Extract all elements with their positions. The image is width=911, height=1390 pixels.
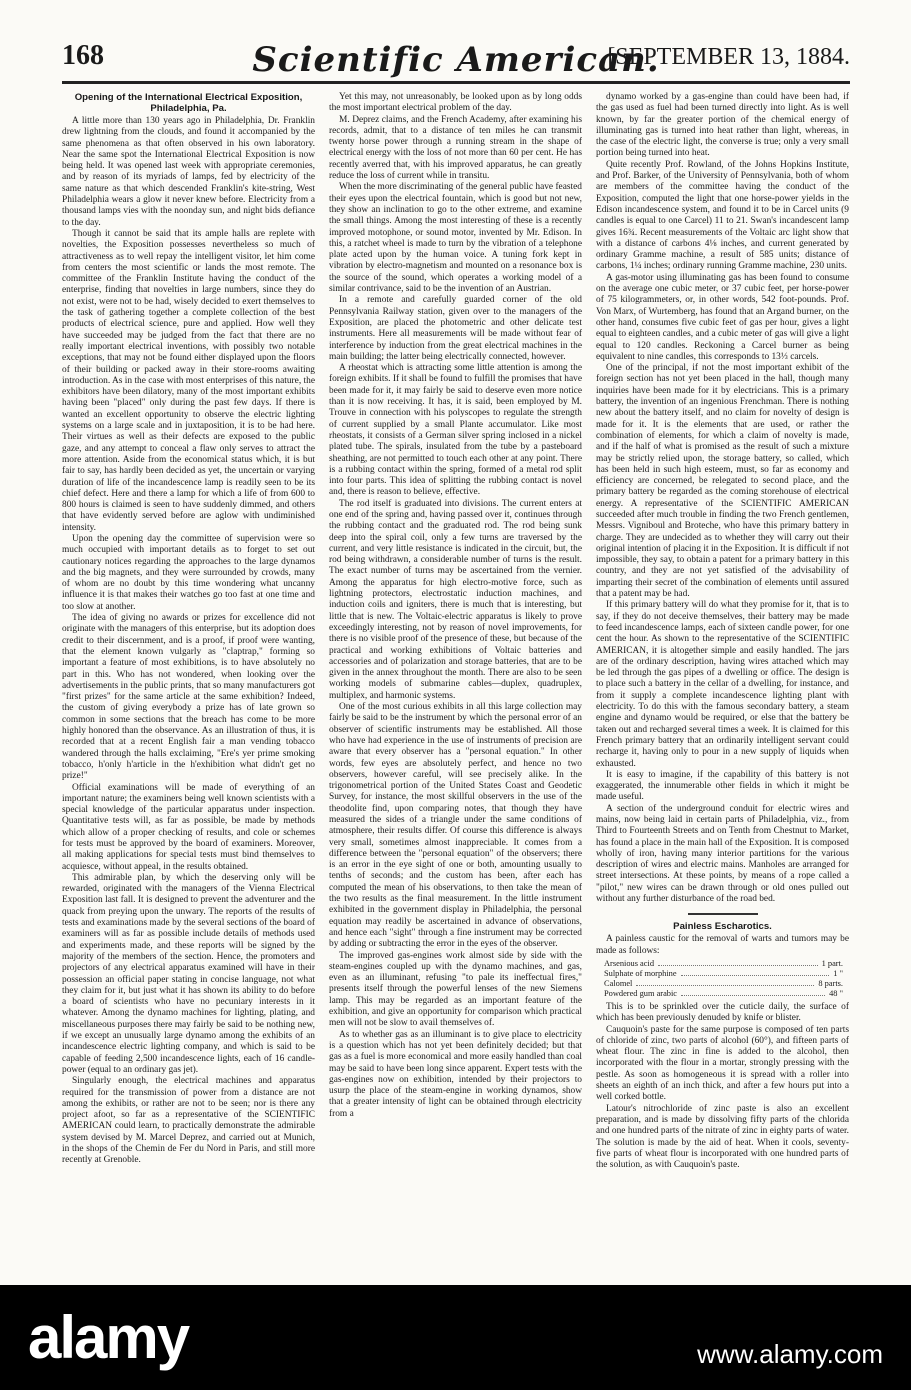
- paragraph: M. Deprez claims, and the French Academy, after examining his records, admit, that to a distance of ten miles he can transmit twenty horse power through a running stream in the shape of electrical energy with the loss of not more than 60 per cent. He has recently averred that, with his improved apparatus, he can greatly reduce the loss of current while in transitu.: [329, 114, 582, 182]
- ingredient-qty: 1 part.: [821, 958, 843, 968]
- column-2: [329, 92, 582, 1272]
- alamy-logo: alamy: [28, 1304, 189, 1371]
- paragraph: Cauquoin's paste for the same purpose is composed of ten parts of chloride of zinc, two parts of alcohol (60°), and fifteen parts of wheat flour. The zinc in fine is added to the alcohol, then incorporated with the flour in a mortar, strongly pressing with the pestle. As soon as homogeneous it is spread with a roller into sheets an eighth of an inch thick, and after a few hours put into a well corked bottle.: [596, 1024, 849, 1103]
- column-3: [596, 92, 849, 1272]
- paragraph: dynamo worked by a gas-engine than could have been had, if the gas used as fuel had been turned directly into light. As is well known, by far the greater portion of the chemical energy of illuminating gas is turned into heat rather than light, whereas, in the case of the electric light, the converse is true; only a very small portion being turned into heat.: [596, 92, 849, 159]
- paragraph: A gas-motor using illuminating gas has been found to consume on the average one cubic meter, or 37 cubic feet, per horse-power of 75 kilogrammeters, or, in other words, 542 foot-pounds. Prof. Von Marx, of Wurtemberg, has found that an Argand burner, on the other hand, consumes five cubic feet of gas per hour, gives a light equal to eighteen candles, and a cubic meter of gas will give a light equal to 120 candles. Reckoning a Carcel burner as being equivalent to nine candles, this corresponds to 13⅓ carcels.: [596, 272, 849, 362]
- paragraph: Quite recently Prof. Rowland, of the Johns Hopkins Institute, and Prof. Barker, of the University of Pennsylvania, both of whom are members of the committee having the conduct of the Exposition, computed the light that one horse-power yields in the Edison incandescence system, and found it to be in Carcel units (9 candles is equal to one Carcel) 11 to 21. Swan's incandescent lamp gives 16¾. Recent measurements of the Voltaic arc light show that with a distance of carbons 4⅛ inches, and current generated by ordinary Gramme machine, a result of 585 units; distance of carbons, 1¼ inches; ordinary running Gramme machine, 230 units.: [596, 159, 849, 272]
- paragraph: One of the principal, if not the most important exhibit of the foreign section has not yet been placed in the hall, though many inquiries have been made for it by electricians. This is a primary battery, the invention of an ingenious Frenchman. There is nothing new about the battery itself, and no claim for novelty of design is made for it. It is the elements that are used, or rather the combination of elements, for which a claim of novelty is made, and if the half of what is promised as the result of such a mixture may be strictly relied upon, the storage battery, so called, which has been held in such high esteem, must, so far as economy and efficiency are concerned, be relegated to second place, and the primary battery be regarded as the coming storehouse of electrical energy. A representative of the SCIENTIFIC AMERICAN succeeded after much trouble in finding the two French gentlemen, Messrs. Vigniboul and Broteche, who have this primary battery in charge. They are undecided as to whether they will carry out their original intention of placing it in the Exposition. It is difficult if not impossible, they say, to obtain a patent for a primary battery in this country, and they are not yet satisfied of the advisability of imparting their secret of the combination of elements until assured that a patent may be had.: [596, 363, 849, 600]
- paragraph: A rheostat which is attracting some little attention is among the foreign exhibits. If it shall be found to fulfill the promises that have been made for it, it may fairly be said to deserve even more notice than it is now receiving. It has, it is said, been employed by M. Trouve in connection with his polyscopes to regulate the strength of current supplied by a small Plante accumulator. Like most rheostats, it consists of a German silver spring inclosed in a nickel plated tube. The spirals, insulated from the tube by a pasteboard sheathing, are not permitted to touch each other at any point. There is a rubbing contact within the spring, formed of a metal rod split into four parts. This idea of splitting the rubbing contact is novel and, there is reason to believe, effective.: [329, 363, 582, 498]
- paragraph: This admirable plan, by which the deserving only will be rewarded, originated with the managers of the Vienna Electrical Exposition last fall. It is designed to prevent the adventurer and the quack from preying upon the unwary. The reports of the results of tests and examinations made by the several sections of the board of examiners will as far as possible include details of methods used and experiments made, and these reports will be signed by the majority of the members of the section. Hence, the promoters and projectors of any electrical apparatus examined will have in their possession an official paper stating in concise language, not what they claim for it, but just what it has shown its ability to do before a board of scientists who have no pecuniary interests in it whatever. Among the dynamo machines for lighting, plating, and miscellaneous purposes there may fairly be said to be nothing new, if we except an unusually large dynamo among the exhibits of an incandescence electric lighting company, and which is said to be capable of feeding 2,500 incandescence lights, each of 16 candle-power (equal to an ordinary gas jet).: [62, 872, 315, 1075]
- ingredient-qty: 1 ": [833, 968, 843, 978]
- paragraph: A painless caustic for the removal of warts and tumors may be made as follows:: [596, 934, 849, 956]
- leader-dots: [681, 969, 830, 976]
- recipe-row: [604, 959, 849, 969]
- issue-date: [SEPTEMBER 13, 1884.: [607, 44, 850, 70]
- article-title: Opening of the International Electrical Exposition, Philadelphia, Pa.: [74, 92, 303, 114]
- paragraph: Though it cannot be said that its ample halls are replete with novelties, the Exposition possesses nevertheless so much of attractiveness as to well repay the intelligent visitor, let him come from centers the most scientific or lands the most remote. The committee of the Franklin Institute having the conduct of the enterprise, finding that novelties in large numbers, since they do not exist, were not to be had, wisely decided to exert themselves to the task of gathering together a complete collection of the best products of electrical science, pure and applied. How well they have succeeded may be judged from the fact that there are no really important electrical inventions, with possibly two notable exceptions, that may not be found either displayed upon the floors of their building or packed away in their store-rooms awaiting introduction. As in the case with most enterprises of this nature, the exhibitors have been dilatory, many of the most important exhibits having been "placed" only during the past few days. If there is wanted an excellent opportunity to observe the electric lighting systems on a large scale and in juxtaposition, it is to be had here. Their virtues as well as their defects are exposed to the public gaze, and any attempt to conceal a flaw only serves to attract the more attention. Aside from the economical status which, it is but fair to say, has hardly been decided as yet, the uncertain or varying duration of life of the incandescence lamp is readily seen to be its chief defect. Here and there a lamp for which a life of from 600 to 800 hours is claimed is seen to have suddenly dimmed, and others that have evidently served before are aglow with undiminished intensity.: [62, 228, 315, 533]
- ingredient-name: Arsenious acid: [604, 958, 655, 968]
- article-columns: [62, 92, 850, 1272]
- leader-dots: [681, 989, 825, 996]
- watermark-banner: [0, 1285, 911, 1390]
- paragraph: In a remote and carefully guarded corner of the old Pennsylvania Railway station, given over to the managers of the Exposition, are placed the photometric and other delicate test instruments. Here all measurements will be made without fear of interference by induction from the great electrical machines in the main building; the latter being electrically connected, however.: [329, 295, 582, 362]
- paragraph: One of the most curious exhibits in all this large collection may fairly be said to be the instrument by which the personal error of an observer of scientific instruments may be established. All those who have had experience in the use of instruments of precision are aware that every observer has a "personal equation." In other words, few eyes are absolutely perfect, and hence no two observers, however careful, will see precisely alike. In the trigonometrical portion of the United States Coast and Geodetic Survey, for instance, the most skillful observers in the use of the theodolite find, upon comparing notes, that though they have measured the sides of a triangle under the same conditions of atmosphere, their results differ. Of course this difference is always very small, sometimes almost inappreciable. It comes from a difference between the "personal equation" of the observers; there is an error in the eye sight of one or both, amounting usually to tenths of seconds; and the custom has been, after each has computed the mean of his observations, to then take the mean of the two results as the final measurement. In the little instrument exhibited in the government display in Philadelphia, the personal equation may readily be ascertained in advance of observations, and hence each "sight" through a fine instrument may be corrected by adding or subtracting the error in the eyes of the observer.: [329, 702, 582, 950]
- ingredient-name: Sulphate of morphine: [604, 968, 677, 978]
- paragraph: If this primary battery will do what they promise for it, that is to say, if they do not deceive themselves, their battery may be made to feed incandescence lamps, each of sixteen candle power, for one cent the hour. As shown to the representative of the SCIENTIFIC AMERICAN, it is altogether simple and easily handled. The jars are of the ordinary description, having wires attached which may be led through the gas pipes of a dwelling or office. The design is to place such a battery in the cellar of a dwelling, for instance, and from it supply a complete incandescence lighting plant with electricity. To do this with the famous secondary battery, a steam engine and dynamo would be required, or else that the battery be taken out and recharged several times a week. It is claimed for this French primary battery that an ordinarily intelligent servant could recharge it, having only to pour in a new supply of liquids when exhausted.: [596, 600, 849, 769]
- recipe-row: [604, 989, 849, 999]
- recipe-row: [604, 979, 849, 989]
- alamy-url: www.alamy.com: [697, 1339, 883, 1369]
- paragraph: The idea of giving no awards or prizes for excellence did not originate with the managers of this enterprise, but its adoption does credit to their discernment, and is a proof, if proof were wanting, that the element known vulgarly as "claptrap," forming so important a feature of most exhibitions, is to have absolutely no part in this. Who has not wondered, when looking over the advertisements in the public prints, that so many manufacturers got "first prizes" for the same article at the same exhibition? Indeed, the custom of giving everybody a prize has of late grown so common in some sections that the breach has come to be more highly honored than the observance. As an illustration of thus, it is recorded that at a recent English fair a man vending tobacco wandered through the halls exclaiming, "Ere's yer prime smoking tobacco, h'only h'article in the h'exhibition what didn't get no prize!": [62, 613, 315, 782]
- ingredient-name: Calomel: [604, 978, 633, 988]
- paragraph: It is easy to imagine, if the capability of this battery is not exaggerated, the innumerable other fields in which it might be made useful.: [596, 769, 849, 803]
- paragraph: Yet this may, not unreasonably, be looked upon as by long odds the most important electrical problem of the day.: [329, 92, 582, 114]
- ingredient-qty: 8 parts.: [818, 978, 843, 988]
- paragraph: The improved gas-engines work almost side by side with the steam-engines coupled up with the dynamo machines, and gas, even as an illuminant, refusing "to pale its ineffectual fires," presents itself through the powerful lenses of the new Siemens lamp. This may be regarded as an important feature of the exhibition, and give an opportunity for comparison which practical men will not be slow to avail themselves of.: [329, 950, 582, 1029]
- paragraph: As to whether gas as an illuminant is to give place to electricity is a question which has not yet been definitely decided; but that gas as a fuel is more economical and more easily handled than coal may be said to have been long since apparent. Expert tests with the gas-engines now on exhibition, intended by their projectors to usurp the place of the steam-engine in working dynamos, show that a greater intensity of light can be obtained through electricity from a: [329, 1029, 582, 1119]
- paragraph: The rod itself is graduated into divisions. The current enters at one end of the spring and, having passed over it, continues through the rubbing contact and the graduated rod. The rod being sunk deep into the spiral coil, only a few turns are traversed by the current, and very little resistance is indicated in the circuit, but, the rod being withdrawn, a considerable number of turns is the result. The exact number of turns may be ascertained from the vernier. Among the apparatus for high electro-motive force, such as lightning protectors, electrostatic induction machines, and induction coils and igniters, there is much that is interesting, but little that is new. The Voltaic-electric apparatus is likely to prove exceedingly interesting, not by reason of novel improvements, for there is no visible proof of the presence of these, but because of the practical and working exhibitions of Voltaic batteries and accessories and of polarization and storage batteries, that are to be given in the annex throughout the month. There are also to be seen working models of submarine cables—duplex, quadruplex, multiplex, and harmonic systems.: [329, 498, 582, 701]
- recipe-row: [604, 969, 849, 979]
- section-divider: [688, 913, 758, 915]
- paragraph: A little more than 130 years ago in Philadelphia, Dr. Franklin drew lightning from the clouds, and found it accompanied by the same phenomena as that often observed in his own laboratory. Near the same spot the International Electrical Exposition is now being held. It was opened last week with appropriate ceremonies, and by reason of its myriads of lamps, fed by electricity of the same nature as that which descended Franklin's kite-string, West Philadelphia wears a glow it never knew before. Electricity from a thousand lamps vies with the noonday sun, and night bids defiance to the day.: [62, 116, 315, 228]
- paragraph: A section of the underground conduit for electric wires and mains, now being laid in certain parts of Philadelphia, viz., from Third to Fourteenth Streets and on Tenth from Chestnut to Market, has found a place in the main hall of the Exposition. It is composed wholly of iron, having many interior partitions for the various description of wires and electric mains. Manholes are arranged for street intersections. At these points, by means of a rope called a "pilot," new wires can be drawn through or old ones pulled out without any further disturbance of the road bed.: [596, 803, 849, 905]
- paragraph: This is to be sprinkled over the cuticle daily, the surface of which has been previously denuded by knife or blister.: [596, 1001, 849, 1024]
- paragraph: When the more discriminating of the general public have feasted their eyes upon the electrical fountain, which is good but not new, they show an inclination to go to the other extreme, and examine the small things. Among the most interesting of these is a recently improved motophone, or sound motor, invented by Mr. Edison. In this, a ratchet wheel is made to turn by the vibration of a telephone plate acted upon by the human voice. A tuning fork kept in vibration by electro-magnetism and mounted on a resonance box is the source of the sound, which operates a working model of a similar contrivance, said to be the invention of an Austrian.: [329, 182, 582, 295]
- page-number: 168: [62, 40, 104, 71]
- paragraph: Latour's nitrochloride of zinc paste is also an excellent preparation, and is made by dissolving fifty parts of the chlorida and one hundred parts of the nitrate of zinc in eighty parts of water. The solution is made by the aid of heat. When it cools, seventy-five parts of wheat flour is incorporated with one hundred parts of the solution, as with Cauquoin's paste.: [596, 1103, 849, 1171]
- masthead: Scientific American.: [252, 40, 660, 80]
- paragraph: Upon the opening day the committee of supervision were so much occupied with important details as to forget to set out cautionary notices regarding the approaches to the large dynamos and the big magnets, and they were surrounded by crowds, many of whom are no doubt by this time wondering what uncanny influence it is that makes their watches go too fast at one time and too slow at another.: [62, 533, 315, 612]
- section-title: Painless Escharotics.: [673, 921, 772, 933]
- paragraph: Official examinations will be made of everything of an important nature; the examiners being well known scientists with a special knowledge of the particular apparatus under inspection. Quantitative tests will, as far as possible, be made by methods which allow of a proper checking of results, and cole or schemes for tests must be approved by the board of examiners. Moreover, all making applications for special tests must bind themselves to acquiesce, without appeal, in the results obtained.: [62, 782, 315, 872]
- paragraph: Singularly enough, the electrical machines and apparatus required for the transmission of power from a distance are not among the exhibits, or rather are not to be seen; nor is there any project afoot, so far as a representative of the SCIENTIFIC AMERICAN could learn, to practically demonstrate the admirable system devised by M. Marcel Deprez, and carried out at Munich, in the shops of the Chemin de Fer du Nord in Paris, and still more recently at Grenoble.: [62, 1076, 315, 1166]
- leader-dots: [658, 959, 818, 966]
- page-header: [62, 40, 850, 80]
- header-rule: [62, 81, 850, 84]
- leader-dots: [636, 979, 814, 986]
- ingredient-qty: 48 ": [829, 988, 843, 998]
- ingredient-name: Powdered gum arabic: [604, 988, 678, 998]
- column-1: [62, 92, 315, 1272]
- recipe-list: [604, 959, 849, 999]
